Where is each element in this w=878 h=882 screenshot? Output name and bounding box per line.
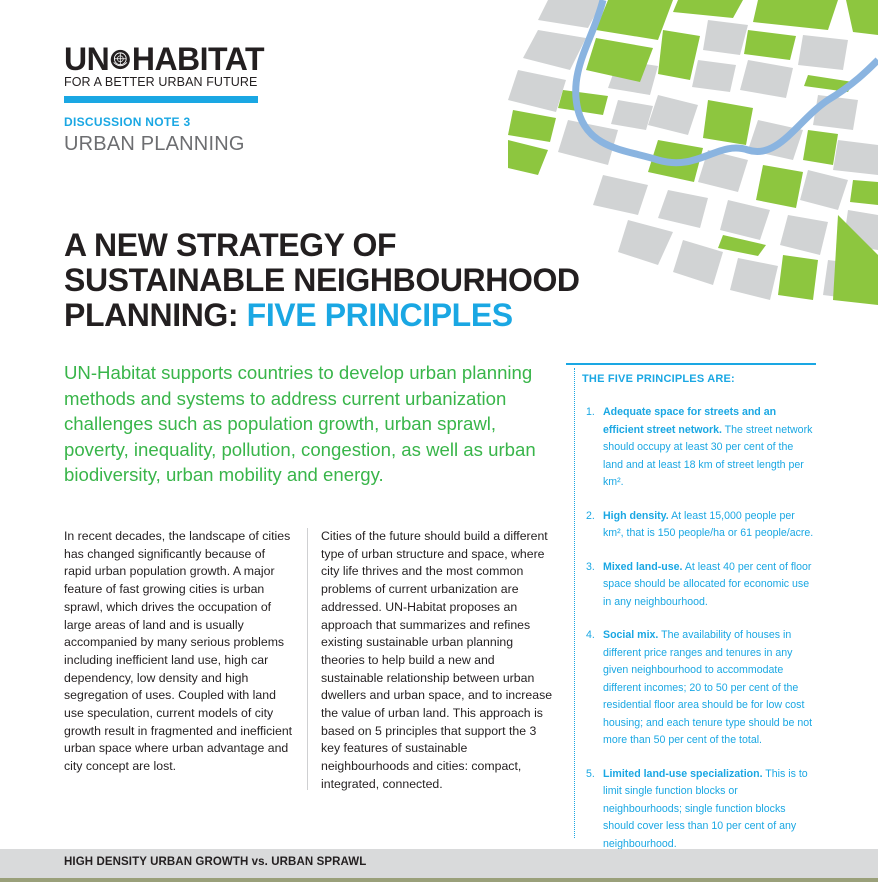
principle-item <box>586 508 816 543</box>
principle-lead: Social mix. <box>603 629 659 641</box>
principle-item <box>586 404 816 492</box>
logo-text-left: UN <box>64 41 110 77</box>
principle-text: The availability of houses in different price ranges and tenures in any given neighbourhood to accommodate different incomes; 20 to 50 per cent of the residential floor area should be for low cost housing; and each tenure type should be not more than 50 per cent of the total. <box>603 629 813 746</box>
column-divider <box>307 528 308 790</box>
principle-number: 5. <box>586 767 595 780</box>
lead-paragraph: UN-Habitat supports countries to develop urban planning methods and systems to address current urbanization challenges such as population growth, urban sprawl, poverty, inequality, pollution, congestion, as well as urban biodiversity, urban mobility and energy. <box>64 362 536 486</box>
principle-lead: Limited land-use specialization. <box>603 767 763 780</box>
principle-lead: Adequate space for streets and an efficient street network. <box>603 406 777 436</box>
title-line-2: SUSTAINABLE NEIGHBOURHOOD <box>64 262 580 298</box>
principle-number: 1. <box>586 406 595 418</box>
principles-box-heading: THE FIVE PRINCIPLES ARE: <box>582 373 735 385</box>
logo-wordmark <box>64 43 264 75</box>
discussion-note-label: DISCUSSION NOTE 3 <box>64 115 191 129</box>
principles-box-dotted-rule <box>574 368 575 838</box>
principle-item <box>586 627 816 750</box>
discussion-note-subject: URBAN PLANNING <box>64 133 245 155</box>
logo-text-right: HABITAT <box>131 41 264 77</box>
principle-text: This is to limit single function blocks or neighbourhoods; single function blocks should cover less than 10 per cent of any neighbourhood. <box>603 767 808 850</box>
body-column-left: In recent decades, the landscape of cities has changed significantly because of rapid urban population growth. A major feature of fast growing cities is urban sprawl, which drives the occupation of large areas of land and is usually accompanied by many serious problems including inefficient land use, high car dependency, low density and high segregation of uses. Coupled with land use speculation, current models of city growth result in fragmented and inefficient urban space where urban advantage and city concept are lost. <box>64 529 293 774</box>
principles-box-top-rule <box>566 363 816 365</box>
principles-list <box>586 404 816 853</box>
body-column-middle: Cities of the future should build a different type of urban structure and space, where city life thrives and the most common problems of current urbanization are addressed. UN-Habitat proposes an approach that summarizes and refines existing sustainable urban planning theories to help build a new and sustainable relationship between urban dwellers and urban space, and to increase the value of urban land. This approach is based on 5 principles that support the 3 key features of sustainable neighbourhoods and cities: compact, integrated, connected. <box>321 529 553 791</box>
page-title <box>64 228 624 333</box>
logo-underline-bar <box>64 96 258 103</box>
title-accent: FIVE PRINCIPLES <box>246 297 513 333</box>
principle-item <box>586 766 816 854</box>
title-line-3: PLANNING: <box>64 297 247 333</box>
principle-lead: High density. <box>603 509 669 522</box>
bottom-photo-strip <box>0 878 878 882</box>
principle-lead: Mixed land-use. <box>603 560 683 573</box>
principle-number: 2. <box>586 509 595 522</box>
principle-text: At least 40 per cent of floor space should be allocated for economic use in any neighbourhood. <box>603 560 812 608</box>
principle-text: The street network should occupy at least 30 per cent of the land and at least 18 km of street length per km². <box>603 423 813 488</box>
un-emblem-icon <box>110 46 131 73</box>
principle-text: At least 15,000 people per km², that is 150 people/ha or 61 people/acre. <box>603 509 814 539</box>
title-line-1: A NEW STRATEGY OF <box>64 227 397 263</box>
principle-number: 3. <box>586 560 595 573</box>
principle-item <box>586 559 816 612</box>
principle-number: 4. <box>586 629 595 641</box>
un-habitat-logo <box>64 43 264 89</box>
bottom-caption: HIGH DENSITY URBAN GROWTH vs. URBAN SPRAWL <box>64 856 367 868</box>
logo-tagline: FOR A BETTER URBAN FUTURE <box>64 75 258 89</box>
